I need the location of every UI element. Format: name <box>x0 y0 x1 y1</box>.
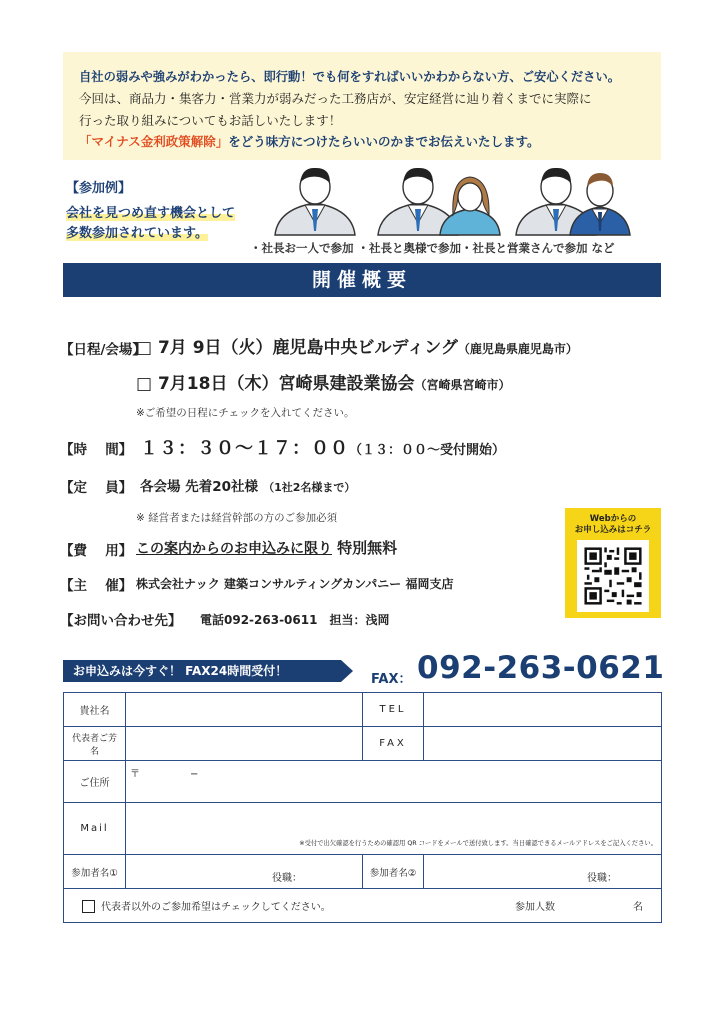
president-and-wife-figures <box>378 168 500 235</box>
schedule-option-1-sub: （鹿児島県鹿児島市） <box>457 342 578 356</box>
fee-value-row <box>136 537 397 558</box>
president-figure <box>275 168 355 235</box>
qr-code-icon <box>577 540 649 612</box>
company-name-field[interactable] <box>126 693 363 727</box>
application-form <box>63 692 661 922</box>
contact-label: 【お問い合わせ先】 <box>60 613 182 629</box>
schedule-label: 【日程/会場】 <box>60 342 146 358</box>
section-banner: 開催概要 <box>63 263 661 297</box>
example-desc-line-1: 会社を見つめ直す機会として <box>66 206 236 221</box>
capacity-value-row <box>140 475 355 495</box>
contact-value: 電話092-263-0611 担当：浅岡 <box>200 613 390 627</box>
capacity-sub: （1社2名様まで） <box>263 481 356 494</box>
fee-value: この案内からのお申込みに限り <box>136 541 332 557</box>
time-sub: （１３：００〜受付開始） <box>349 443 506 458</box>
intro-line-3: 行った取り組みについてもお話しいたします！ <box>79 113 342 128</box>
fax-field-label: FAX <box>363 727 424 761</box>
qr-heading-line-1: Webからの <box>589 514 637 524</box>
participant-1-role-label: 役職： <box>272 873 302 884</box>
intro-line-1: 自社の弱みや強みがわかったら、即行動！でも何をすればいいかわからない方、ご安心ください。 <box>79 70 621 84</box>
intro-highlight: 「マイナス金利政策解除」 <box>79 134 229 149</box>
schedule-option-2-main: □ 7月18日（木）宮崎県建設業協会 <box>136 374 415 394</box>
representative-name-label: 代表者ご芳名 <box>64 727 126 761</box>
representative-name-field[interactable] <box>126 727 363 761</box>
participant-count-label: 参加人数 <box>515 901 555 913</box>
mail-note: ※受付で出欠確認を行うための確認用 QR コードをメールで送付致します。当日確認できるメールアドレスをご記入ください。 <box>299 840 657 847</box>
participant-2-role-label: 役職： <box>587 873 617 884</box>
host-label: 【主 催】 <box>60 578 133 594</box>
time-value-row <box>140 434 505 460</box>
schedule-note: ※ご希望の日程にチェックを入れてください。 <box>136 407 355 419</box>
tel-label: TEL <box>363 693 424 727</box>
schedule-option-1[interactable] <box>136 333 578 358</box>
fax-label: FAX： <box>371 672 412 687</box>
example-desc-line-2: 多数参加されています。 <box>66 226 208 241</box>
other-participants-row <box>64 889 662 923</box>
intro-line-2: 今回は、商品力・集客力・営業力が弱みだった工務店が、安定経営に辿り着くまでに実際に <box>79 91 592 106</box>
participant-1-field[interactable] <box>126 855 363 889</box>
schedule-option-2[interactable] <box>136 369 510 394</box>
capacity-label: 【定 員】 <box>60 480 133 496</box>
capacity-value: 各会場 先着20社様 <box>140 479 258 495</box>
arrow-right-icon <box>341 660 353 682</box>
fax-field[interactable] <box>424 727 662 761</box>
address-field[interactable] <box>126 761 662 803</box>
time-value: １３：３０〜１７：００ <box>140 438 349 459</box>
schedule-option-2-sub: （宮崎県宮崎市） <box>414 378 511 392</box>
mail-label: Mail <box>64 803 126 855</box>
example-title: 【参加例】 <box>66 181 132 196</box>
participant-2-label: 参加者名② <box>363 855 424 889</box>
other-participants-checkbox[interactable] <box>82 900 95 913</box>
president-and-salesperson-figures <box>516 168 630 235</box>
example-caption: ・社長お一人で参加 ・社長と奥様で参加・社長と営業さんで参加 など <box>250 241 615 255</box>
intro-line-4-rest: をどう味方につけたらいいのかまでお伝えいたします。 <box>228 134 540 149</box>
qr-heading-line-2: お申し込みはコチラ <box>574 525 652 535</box>
company-name-label: 貴社名 <box>64 693 126 727</box>
participant-2-field[interactable] <box>424 855 662 889</box>
address-label: ご住所 <box>64 761 126 803</box>
participant-count-area[interactable] <box>515 898 657 913</box>
participant-1-label: 参加者名① <box>64 855 126 889</box>
web-application-qr-box[interactable] <box>565 508 661 618</box>
fax-banner: お申込みは今すぐ！ FAX24時間受付！ <box>63 660 341 682</box>
mail-field[interactable] <box>126 803 662 855</box>
postal-code-mark: 〒 − <box>130 769 199 780</box>
intro-line-4 <box>79 132 540 150</box>
qr-code[interactable] <box>577 540 649 612</box>
example-description <box>66 204 235 244</box>
time-label: 【時 間】 <box>60 442 133 458</box>
host-value: 株式会社ナック 建築コンサルティングカンパニー 福岡支店 <box>136 577 454 591</box>
participants-illustration <box>270 165 660 237</box>
capacity-note: ※ 経営者または経営幹部の方のご参加必須 <box>136 512 338 524</box>
fax-number: 092-263-0621 <box>417 650 665 686</box>
participant-count-unit: 名 <box>633 901 643 913</box>
schedule-option-1-main: □ 7月 9日（火）鹿児島中央ビルディング <box>136 338 458 358</box>
qr-heading <box>565 514 661 536</box>
other-participants-text: 代表者以外のご参加希望はチェックしてください。 <box>101 901 331 913</box>
intro-box <box>63 52 661 160</box>
fee-label: 【費 用】 <box>60 543 133 559</box>
tel-field[interactable] <box>424 693 662 727</box>
fee-strong: 特別無料 <box>337 539 398 557</box>
